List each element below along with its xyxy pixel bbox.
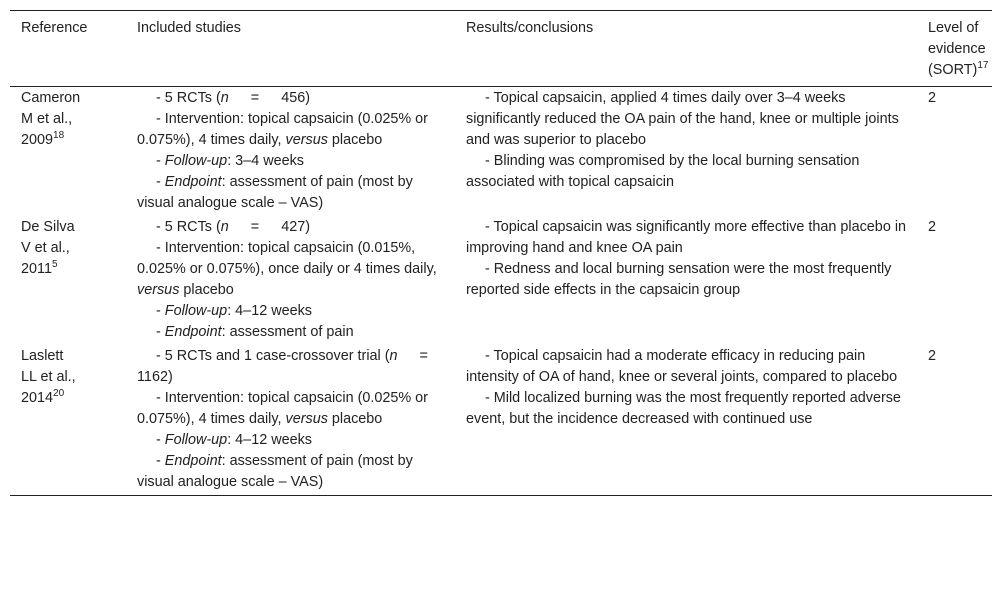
result-item: - Topical capsaicin, applied 4 times daily over 3–4 weeks significantly reduced the OA pain of the hand, knee or multiple joints and was superior to placebo bbox=[466, 90, 899, 148]
cell-included-studies bbox=[128, 216, 455, 345]
header-level-of-evidence bbox=[916, 11, 992, 87]
study-intervention: - Intervention: topical capsaicin (0.025% or 0.075%), 4 times daily, versus placebo bbox=[137, 390, 428, 427]
reference-etal: M et al., bbox=[21, 111, 73, 127]
reference-year: 2014 bbox=[21, 390, 54, 406]
study-endpoint: - Endpoint: assessment of pain (most by visual analogue scale – VAS) bbox=[137, 453, 413, 490]
table-row bbox=[10, 345, 992, 496]
header-level-line1: Level of bbox=[928, 20, 979, 36]
study-intervention: - Intervention: topical capsaicin (0.025% or 0.075%), 4 times daily, versus placebo bbox=[137, 111, 428, 148]
result-item: - Topical capsaicin was significantly more effective than placebo in improving hand and knee OA pain bbox=[466, 219, 907, 256]
reference-author: Laslett bbox=[21, 348, 64, 364]
reference-year: 2009 bbox=[21, 132, 54, 148]
cell-reference bbox=[10, 216, 128, 345]
study-follow-up: - Follow-up: 4–12 weeks bbox=[156, 303, 312, 319]
cell-reference bbox=[10, 87, 128, 217]
cell-level: 2 bbox=[928, 348, 937, 364]
study-count: - 5 RCTs (n = 427) bbox=[156, 219, 310, 235]
reference-etal: LL et al., bbox=[21, 369, 76, 385]
reference-citation: 5 bbox=[51, 259, 58, 271]
study-endpoint: - Endpoint: assessment of pain (most by visual analogue scale – VAS) bbox=[137, 174, 413, 211]
cell-results bbox=[455, 87, 916, 217]
reference-author: Cameron bbox=[21, 90, 81, 106]
header-included-studies: Included studies bbox=[137, 20, 242, 36]
cell-results bbox=[455, 345, 916, 496]
table-header-row bbox=[10, 11, 992, 87]
table-row bbox=[10, 216, 992, 345]
reference-etal: V et al., bbox=[21, 240, 70, 256]
study-follow-up: - Follow-up: 4–12 weeks bbox=[156, 432, 312, 448]
study-count: - 5 RCTs and 1 case-crossover trial (n =1162) bbox=[137, 348, 428, 385]
cell-level: 2 bbox=[928, 219, 937, 235]
study-intervention: - Intervention: topical capsaicin (0.015%, 0.025% or 0.075%), once daily or 4 times daily, versus placebo bbox=[137, 240, 437, 298]
reference-year: 2011 bbox=[21, 261, 52, 277]
result-item: - Mild localized burning was the most frequently reported adverse event, but the incidence decreased with continued use bbox=[466, 390, 901, 427]
study-endpoint: - Endpoint: assessment of pain bbox=[156, 324, 354, 340]
cell-results bbox=[455, 216, 916, 345]
cell-reference bbox=[10, 345, 128, 496]
result-item: - Topical capsaicin had a moderate efficacy in reducing pain intensity of OA of hand, knee or several joints, compared to placebo bbox=[466, 348, 898, 385]
header-level-citation: 17 bbox=[977, 60, 989, 72]
header-level-line3: (SORT) bbox=[928, 62, 978, 78]
cell-included-studies bbox=[128, 87, 455, 217]
header-level-line2: evidence bbox=[928, 41, 986, 57]
study-follow-up: - Follow-up: 3–4 weeks bbox=[156, 153, 304, 169]
reference-citation: 20 bbox=[53, 388, 65, 400]
result-item: - Blinding was compromised by the local burning sensation associated with topical capsaicin bbox=[466, 153, 860, 190]
reference-citation: 18 bbox=[53, 130, 65, 142]
result-item: - Redness and local burning sensation were the most frequently reported side effects in the capsaicin group bbox=[466, 261, 892, 298]
header-reference: Reference bbox=[21, 20, 88, 36]
study-count: - 5 RCTs (n = 456) bbox=[156, 90, 310, 106]
reference-author: De Silva bbox=[21, 219, 75, 235]
cell-included-studies bbox=[128, 345, 455, 496]
cell-level: 2 bbox=[928, 90, 937, 106]
evidence-table bbox=[10, 10, 992, 496]
table-row bbox=[10, 87, 992, 217]
header-results: Results/conclusions bbox=[466, 20, 594, 36]
